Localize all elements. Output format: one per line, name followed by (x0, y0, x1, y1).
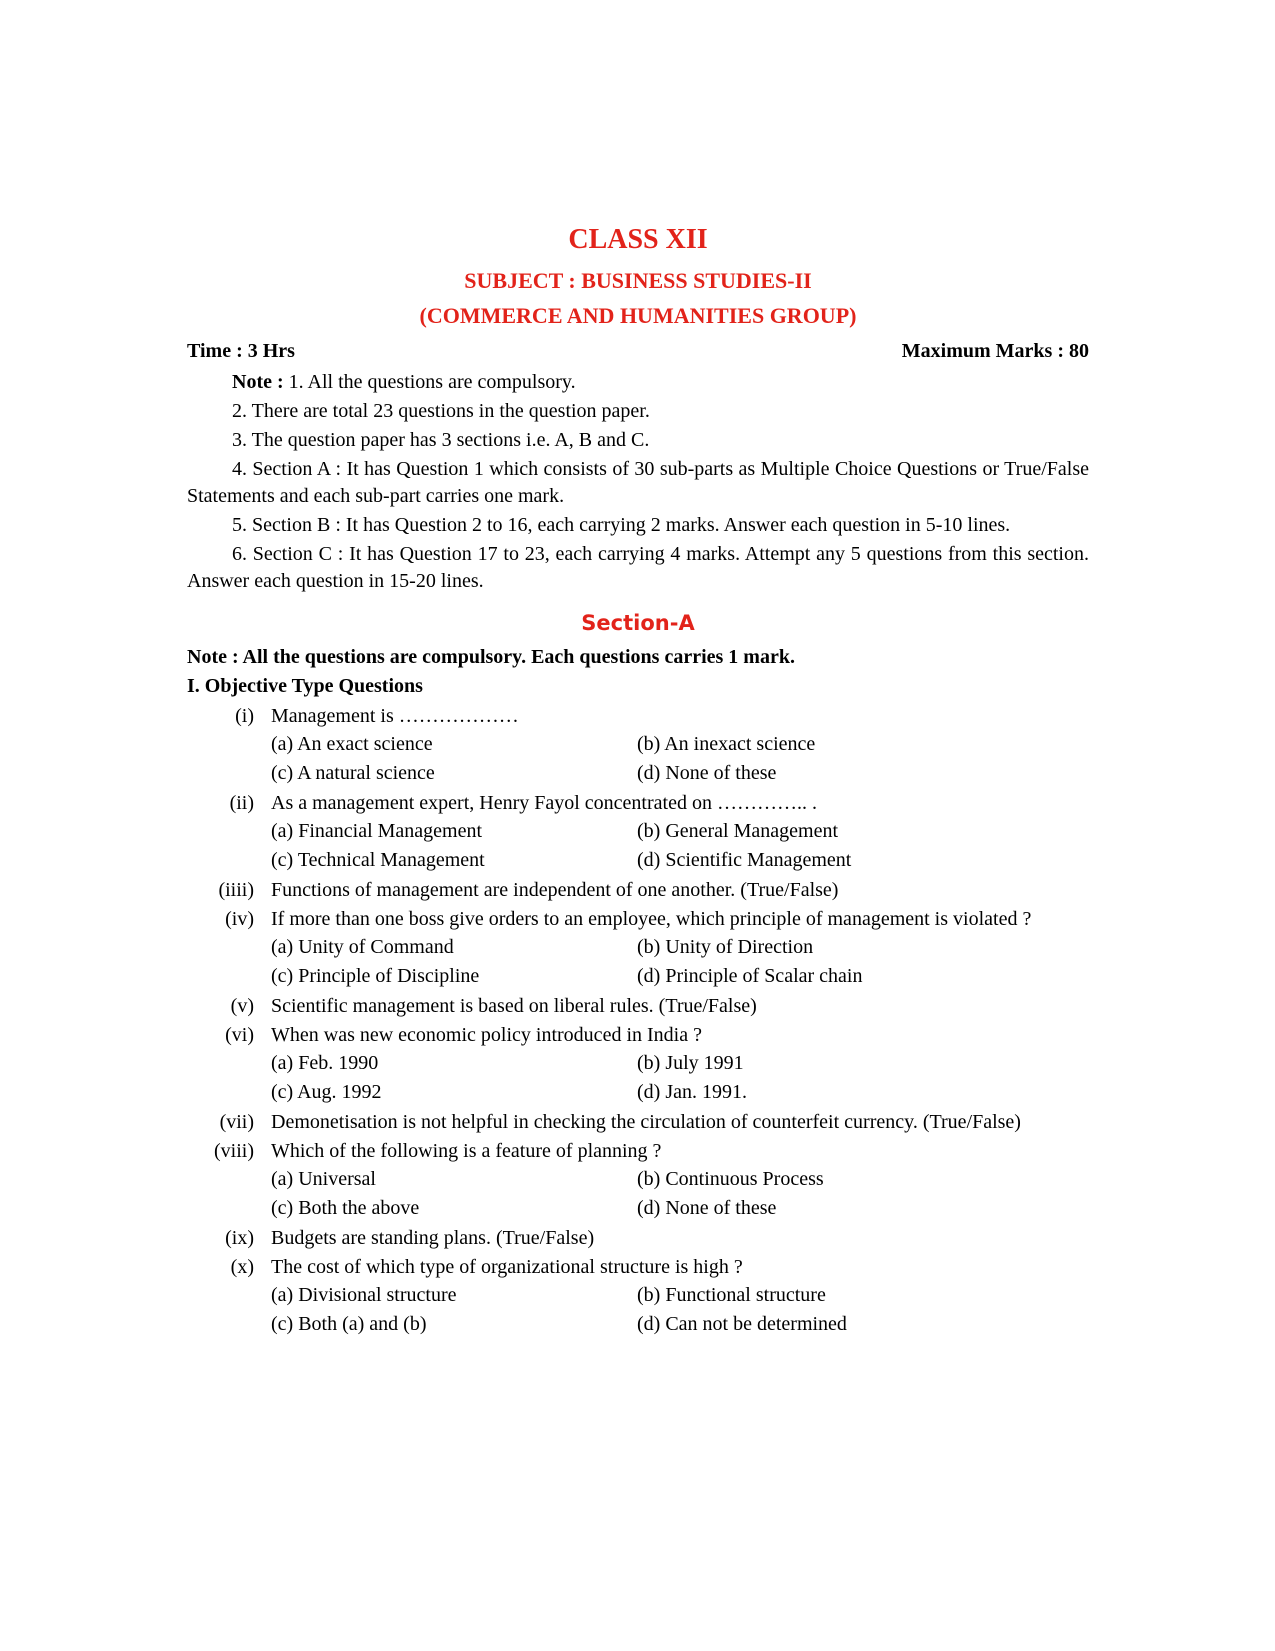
note-label: Note : (232, 371, 284, 393)
question-body (271, 790, 1089, 875)
maximum-marks: Maximum Marks : 80 (901, 340, 1089, 362)
answer-option: (d) Jan. 1991. (637, 1081, 747, 1103)
question-item (187, 1022, 1089, 1107)
question-text: Which of the following is a feature of planning ? (271, 1140, 662, 1162)
class-title: CLASS XII (568, 224, 708, 255)
instruction-item: 5. Section B : It has Question 2 to 16, each carrying 2 marks. Answer each question in 5-10 lines. (232, 514, 1011, 536)
question-item (187, 1109, 1089, 1136)
question-item (187, 1254, 1089, 1339)
answer-option: (d) Can not be determined (637, 1313, 847, 1335)
option-grid (271, 933, 1089, 991)
question-body (271, 703, 1089, 788)
answer-option: (a) Universal (271, 1168, 376, 1190)
question-text: Functions of management are independent of one another. (True/False) (271, 879, 839, 901)
answer-option: (c) Technical Management (271, 849, 485, 871)
answer-option: (d) None of these (637, 762, 777, 784)
question-item (187, 1225, 1089, 1252)
question-body (271, 1109, 1089, 1136)
answer-option: (d) Scientific Management (637, 849, 852, 871)
answer-option: (b) Functional structure (637, 1284, 826, 1306)
question-item (187, 993, 1089, 1020)
answer-option: (b) Unity of Direction (637, 936, 814, 958)
section-a-title: Section-A (581, 611, 695, 635)
question-text: Demonetisation is not helpful in checking the circulation of counterfeit currency. (True/False) (271, 1111, 1021, 1133)
answer-option: (c) A natural science (271, 762, 435, 784)
answer-option: (b) An inexact science (637, 733, 816, 755)
question-item (187, 877, 1089, 904)
question-item (187, 790, 1089, 875)
question-item (187, 1138, 1089, 1223)
option-grid (271, 730, 1089, 788)
question-body (271, 993, 1089, 1020)
question-text: Budgets are standing plans. (True/False) (271, 1227, 595, 1249)
answer-option: (a) Divisional structure (271, 1284, 457, 1306)
question-number: (x) (230, 1256, 254, 1278)
question-body (271, 1138, 1089, 1223)
question-text: Management is ……………… (271, 705, 519, 727)
answer-option: (c) Aug. 1992 (271, 1081, 382, 1103)
question-body (271, 906, 1089, 991)
question-number: (ii) (229, 792, 254, 814)
question-number: (vi) (225, 1024, 254, 1046)
question-body (271, 1254, 1089, 1339)
option-grid (271, 1281, 1089, 1339)
question-body (271, 1225, 1089, 1252)
question-number: (iv) (225, 908, 254, 930)
answer-option: (c) Both (a) and (b) (271, 1313, 427, 1335)
instructions (187, 369, 1089, 597)
answer-option: (b) General Management (637, 820, 839, 842)
instruction-item: 6. Section C : It has Question 17 to 23, each carrying 4 marks. Attempt any 5 questions from this section. Answer each question in 15-20 lines. (187, 543, 1089, 592)
instruction-item: Note : 1. All the questions are compulsory. (232, 371, 576, 393)
question-text: The cost of which type of organizational structure is high ? (271, 1256, 743, 1278)
question-body (271, 877, 1089, 904)
question-number: (vii) (219, 1111, 254, 1133)
objective-heading: I. Objective Type Questions (187, 675, 423, 697)
question-text: When was new economic policy introduced in India ? (271, 1024, 702, 1046)
question-item (187, 906, 1089, 991)
answer-option: (d) Principle of Scalar chain (637, 965, 863, 987)
question-number: (v) (230, 995, 254, 1017)
answer-option: (a) Unity of Command (271, 936, 454, 958)
question-text: As a management expert, Henry Fayol concentrated on ………….. . (271, 792, 817, 814)
subject-title: SUBJECT : BUSINESS STUDIES-II (464, 268, 812, 293)
question-number: (ix) (225, 1227, 254, 1249)
question-list (187, 703, 1089, 1341)
question-text: Scientific management is based on liberal rules. (True/False) (271, 995, 757, 1017)
section-note: Note : All the questions are compulsory. Each questions carries 1 mark. (187, 646, 795, 668)
answer-option: (a) Financial Management (271, 820, 483, 842)
exam-meta (187, 340, 1089, 363)
question-number: (iiii) (218, 879, 254, 901)
question-text: If more than one boss give orders to an employee, which principle of management is violated ? (271, 908, 1032, 930)
question-number: (viii) (214, 1140, 254, 1162)
instruction-item: 3. The question paper has 3 sections i.e. A, B and C. (232, 429, 650, 451)
answer-option: (c) Principle of Discipline (271, 965, 480, 987)
instruction-item: 4. Section A : It has Question 1 which consists of 30 sub-parts as Multiple Choice Questions or True/False Statements and each sub-part carries one mark. (187, 458, 1089, 507)
answer-option: (b) Continuous Process (637, 1168, 824, 1190)
answer-option: (a) An exact science (271, 733, 433, 755)
time-allowed: Time : 3 Hrs (187, 340, 295, 362)
question-item (187, 703, 1089, 788)
answer-option: (c) Both the above (271, 1197, 420, 1219)
answer-option: (a) Feb. 1990 (271, 1052, 379, 1074)
question-number: (i) (235, 705, 254, 727)
group-title: (COMMERCE AND HUMANITIES GROUP) (419, 303, 857, 328)
option-grid (271, 1165, 1089, 1223)
answer-option: (b) July 1991 (637, 1052, 744, 1074)
question-body (271, 1022, 1089, 1107)
answer-option: (d) None of these (637, 1197, 777, 1219)
option-grid (271, 817, 1089, 875)
option-grid (271, 1049, 1089, 1107)
instruction-item: 2. There are total 23 questions in the question paper. (232, 400, 650, 422)
